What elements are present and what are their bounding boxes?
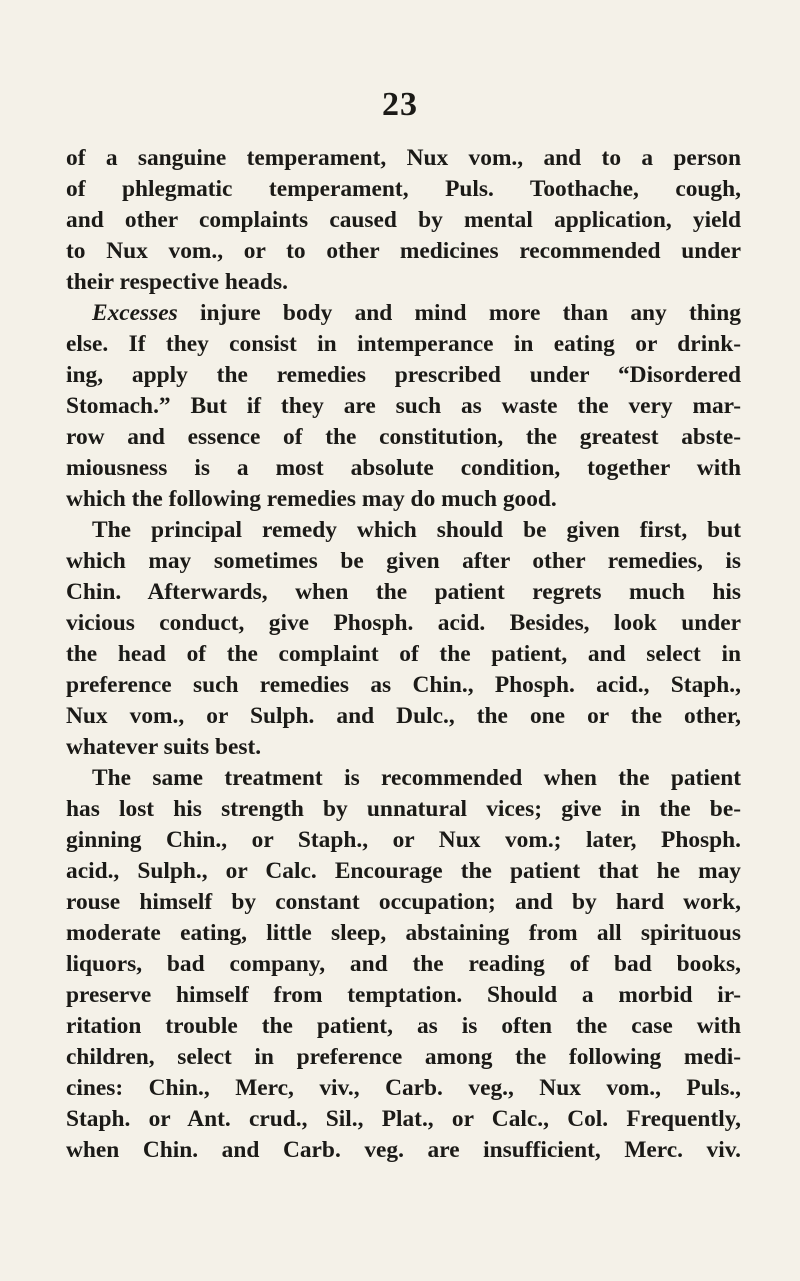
text-line: which may sometimes be given after other remedies, is — [66, 548, 741, 574]
text-line: rouse himself by constant occupation; and by hard work, — [66, 889, 741, 915]
body-text — [66, 143, 741, 1166]
text-line: of a sanguine temperament, Nux vom., and to a person — [66, 145, 741, 171]
text-line: ginning Chin., or Staph., or Nux vom.; later, Phosph. — [66, 827, 741, 853]
text-line: and other complaints caused by mental application, yield — [66, 207, 741, 233]
text-line: Chin. Afterwards, when the patient regrets much his — [66, 579, 741, 605]
text-line: whatever suits best. — [66, 734, 262, 760]
text-line: Staph. or Ant. crud., Sil., Plat., or Calc., Col. Frequently, — [66, 1106, 741, 1132]
text-line: liquors, bad company, and the reading of bad books, — [66, 951, 741, 977]
text-line: preserve himself from temptation. Should a morbid ir- — [66, 982, 741, 1008]
text-line: vicious conduct, give Phosph. acid. Besides, look under — [66, 610, 741, 636]
text-line — [66, 298, 741, 329]
page-number: 23 — [382, 86, 418, 123]
text-line: ing, apply the remedies prescribed under “Disordered — [66, 362, 741, 388]
text-line: when Chin. and Carb. veg. are insufficient, Merc. viv. — [66, 1137, 741, 1163]
text-line: acid., Sulph., or Calc. Encourage the patient that he may — [66, 858, 741, 884]
text-line: Stomach.” But if they are such as waste the very mar- — [66, 393, 741, 419]
text-line: moderate eating, little sleep, abstaining from all spirituous — [66, 920, 741, 946]
text-line: row and essence of the constitution, the greatest abste- — [66, 424, 741, 450]
text-line: miousness is a most absolute condition, together with — [66, 455, 741, 481]
text-line: The same treatment is recommended when the patient — [92, 765, 741, 791]
text-line: the head of the complaint of the patient, and select in — [66, 641, 741, 667]
text-line: preference such remedies as Chin., Phosph. acid., Staph., — [66, 672, 741, 698]
text-line: ritation trouble the patient, as is often the case with — [66, 1013, 741, 1039]
text-line: to Nux vom., or to other medicines recommended under — [66, 238, 741, 264]
text-line: cines: Chin., Merc, viv., Carb. veg., Nux vom., Puls., — [66, 1075, 741, 1101]
text-line: Nux vom., or Sulph. and Dulc., the one or the other, — [66, 703, 741, 729]
italic-term: Excesses — [92, 300, 178, 326]
text-line: else. If they consist in intemperance in eating or drink- — [66, 331, 741, 357]
text-line: of phlegmatic temperament, Puls. Toothache, cough, — [66, 176, 741, 202]
text-line: which the following remedies may do much good. — [66, 486, 557, 512]
text-line-rest: injure body and mind more than any thing — [200, 300, 741, 326]
text-line: children, select in preference among the following medi- — [66, 1044, 741, 1070]
text-line: has lost his strength by unnatural vices; give in the be- — [66, 796, 741, 822]
text-line: The principal remedy which should be given first, but — [92, 517, 741, 543]
text-line: their respective heads. — [66, 269, 288, 295]
